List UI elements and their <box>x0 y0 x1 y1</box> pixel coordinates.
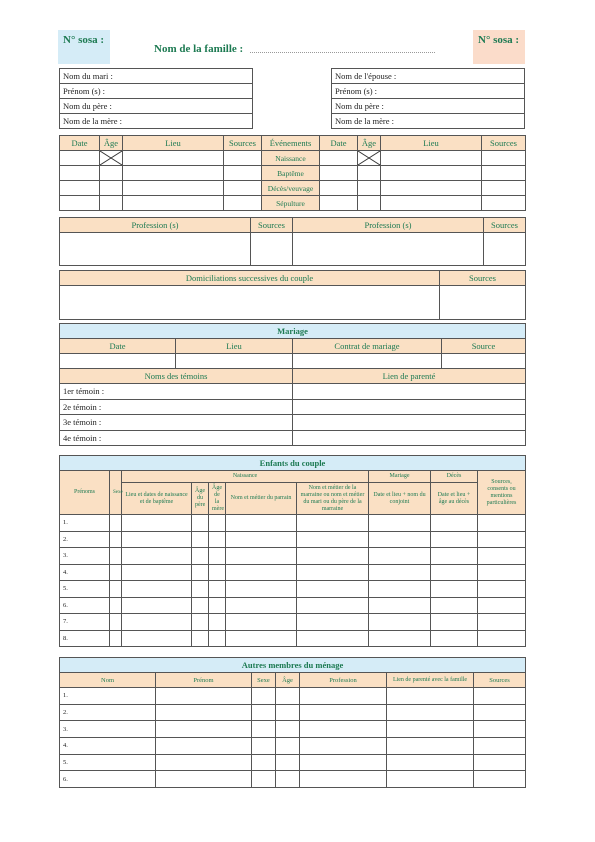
events-header-date-right: Date <box>320 136 358 151</box>
child-cell[interactable] <box>122 531 192 548</box>
domicile-sources-header: Sources <box>440 271 526 286</box>
event-cell[interactable] <box>381 181 482 196</box>
child-cell[interactable] <box>192 597 209 614</box>
household-cell[interactable] <box>276 738 300 755</box>
household-cell[interactable] <box>387 721 474 738</box>
child-cell[interactable] <box>110 564 122 581</box>
events-header-sources-right: Sources <box>482 136 526 151</box>
household-cell[interactable] <box>276 721 300 738</box>
household-cell[interactable] <box>387 688 474 705</box>
event-cell[interactable] <box>60 181 100 196</box>
child-cell[interactable] <box>478 531 526 548</box>
husband-name-field[interactable]: Nom du mari : <box>60 69 253 84</box>
domicile-cell[interactable] <box>60 286 440 320</box>
child-cell[interactable] <box>297 548 369 565</box>
child-cell[interactable] <box>431 630 478 647</box>
witness-1-field[interactable]: 1er témoin : <box>60 384 293 400</box>
household-cell[interactable] <box>474 754 526 771</box>
child-cell[interactable] <box>122 581 192 598</box>
event-row-death <box>60 181 526 196</box>
profession-table <box>59 217 526 266</box>
household-cell[interactable] <box>252 754 276 771</box>
marriage-header-contract: Contrat de mariage <box>293 339 442 354</box>
household-row-number[interactable]: 3. <box>60 721 156 738</box>
marriage-cell[interactable] <box>293 354 442 369</box>
child-row-number[interactable]: 3. <box>60 548 110 565</box>
child-cell[interactable] <box>297 531 369 548</box>
child-cell[interactable] <box>297 515 369 532</box>
profession-sources-right: Sources <box>484 218 526 233</box>
child-cell[interactable] <box>369 630 431 647</box>
domicile-header: Domiciliations successives du couple <box>60 271 440 286</box>
children-col-marriage: Date et lieu + nom du conjoint <box>369 483 431 515</box>
household-cell[interactable] <box>300 721 387 738</box>
event-cell[interactable] <box>60 196 100 211</box>
child-cell[interactable] <box>209 630 226 647</box>
child-cell[interactable] <box>431 614 478 631</box>
household-cell[interactable] <box>300 771 387 788</box>
events-header-place-right: Lieu <box>381 136 482 151</box>
child-row <box>60 531 526 548</box>
child-cell[interactable] <box>369 548 431 565</box>
household-title: Autres membres du ménage <box>60 658 526 673</box>
child-cell[interactable] <box>369 614 431 631</box>
child-cell[interactable] <box>192 515 209 532</box>
household-rows <box>60 688 526 788</box>
child-cell[interactable] <box>209 548 226 565</box>
child-cell[interactable] <box>369 515 431 532</box>
household-cell[interactable] <box>252 738 276 755</box>
child-cell[interactable] <box>110 630 122 647</box>
household-cell[interactable] <box>387 771 474 788</box>
marriage-header-date: Date <box>60 339 176 354</box>
wife-mother-field[interactable]: Nom de la mère : <box>332 114 525 129</box>
family-name-field[interactable] <box>250 52 435 53</box>
child-cell[interactable] <box>297 564 369 581</box>
child-row-number[interactable]: 5. <box>60 581 110 598</box>
event-cell[interactable] <box>482 166 526 181</box>
child-row <box>60 630 526 647</box>
event-label-baptism: Baptême <box>262 166 320 181</box>
child-cell[interactable] <box>192 564 209 581</box>
children-group-death: Décès <box>431 471 478 483</box>
witness-3-field[interactable]: 3e témoin : <box>60 415 293 431</box>
child-row-number[interactable]: 7. <box>60 614 110 631</box>
child-cell[interactable] <box>226 548 297 565</box>
age-crossed-cell <box>100 151 123 166</box>
events-table <box>59 135 526 211</box>
household-cell[interactable] <box>276 688 300 705</box>
household-row <box>60 704 526 721</box>
children-rows <box>60 515 526 647</box>
sosa-right-box[interactable] <box>473 30 525 64</box>
marriage-cell[interactable] <box>60 354 176 369</box>
household-row-number[interactable]: 4. <box>60 738 156 755</box>
event-cell[interactable] <box>482 196 526 211</box>
household-cell[interactable] <box>252 721 276 738</box>
child-cell[interactable] <box>110 531 122 548</box>
household-cell[interactable] <box>252 771 276 788</box>
household-row <box>60 771 526 788</box>
witness-relation-cell[interactable] <box>293 399 526 415</box>
child-cell[interactable] <box>297 630 369 647</box>
child-cell[interactable] <box>431 597 478 614</box>
profession-sources-left: Sources <box>251 218 293 233</box>
household-cell[interactable] <box>474 771 526 788</box>
household-cell[interactable] <box>300 688 387 705</box>
household-cell[interactable] <box>474 738 526 755</box>
household-cell[interactable] <box>300 754 387 771</box>
household-cell[interactable] <box>474 704 526 721</box>
child-cell[interactable] <box>192 581 209 598</box>
household-header-sex: Sexe <box>252 673 276 688</box>
event-cell[interactable] <box>100 181 123 196</box>
profession-cell[interactable] <box>251 233 293 266</box>
household-row-number[interactable]: 2. <box>60 704 156 721</box>
child-cell[interactable] <box>226 614 297 631</box>
event-label-burial: Sépulture <box>262 196 320 211</box>
child-cell[interactable] <box>478 581 526 598</box>
children-col-death: Date et lieu + âge au décès <box>431 483 478 515</box>
child-row-number[interactable]: 4. <box>60 564 110 581</box>
child-cell[interactable] <box>209 564 226 581</box>
child-cell[interactable] <box>209 614 226 631</box>
child-row <box>60 581 526 598</box>
sosa-right-label: N° sosa : <box>478 34 520 46</box>
child-cell[interactable] <box>297 614 369 631</box>
profession-cell[interactable] <box>60 233 251 266</box>
event-cell[interactable] <box>381 151 482 166</box>
witness-4-field[interactable]: 4e témoin : <box>60 430 293 446</box>
profession-cell[interactable] <box>484 233 526 266</box>
child-row <box>60 614 526 631</box>
child-cell[interactable] <box>122 614 192 631</box>
household-cell[interactable] <box>156 704 252 721</box>
household-header-sources: Sources <box>474 673 526 688</box>
child-cell[interactable] <box>209 531 226 548</box>
profession-header-left: Profession (s) <box>60 218 251 233</box>
event-cell[interactable] <box>482 151 526 166</box>
child-cell[interactable] <box>122 515 192 532</box>
household-cell[interactable] <box>300 704 387 721</box>
child-row-number[interactable]: 6. <box>60 597 110 614</box>
household-cell[interactable] <box>300 738 387 755</box>
event-cell[interactable] <box>320 151 358 166</box>
household-cell[interactable] <box>156 771 252 788</box>
child-row-number[interactable]: 8. <box>60 630 110 647</box>
event-row-burial <box>60 196 526 211</box>
children-col-birth: Lieu et dates de naissance et de baptême <box>122 483 192 515</box>
event-cell[interactable] <box>123 181 224 196</box>
child-cell[interactable] <box>192 548 209 565</box>
child-row <box>60 564 526 581</box>
event-cell[interactable] <box>381 196 482 211</box>
child-cell[interactable] <box>478 614 526 631</box>
event-row-baptism <box>60 166 526 181</box>
marriage-cell[interactable] <box>442 354 526 369</box>
children-col-firstname: Prénoms <box>60 471 110 515</box>
witness-header: Noms des témoins <box>60 369 293 384</box>
child-cell[interactable] <box>369 531 431 548</box>
child-cell[interactable] <box>110 581 122 598</box>
child-cell[interactable] <box>122 630 192 647</box>
child-cell[interactable] <box>122 548 192 565</box>
event-cell[interactable] <box>381 166 482 181</box>
household-cell[interactable] <box>474 688 526 705</box>
child-row-number[interactable]: 1. <box>60 515 110 532</box>
child-cell[interactable] <box>478 515 526 532</box>
children-table <box>59 455 526 647</box>
child-cell[interactable] <box>369 564 431 581</box>
child-cell[interactable] <box>369 581 431 598</box>
household-header-profession: Profession <box>300 673 387 688</box>
event-cell[interactable] <box>123 166 224 181</box>
witness-relation-cell[interactable] <box>293 384 526 400</box>
children-col-sources: Sources, consents ou mentions particulières <box>478 471 526 515</box>
child-cell[interactable] <box>209 581 226 598</box>
events-header-sources-left: Sources <box>224 136 262 151</box>
events-header-place-left: Lieu <box>123 136 224 151</box>
household-cell[interactable] <box>276 754 300 771</box>
event-label-death: Décès/veuvage <box>262 181 320 196</box>
child-cell[interactable] <box>122 597 192 614</box>
event-cell[interactable] <box>482 181 526 196</box>
family-name-label: Nom de la famille : <box>154 43 244 55</box>
household-cell[interactable] <box>387 754 474 771</box>
event-cell[interactable] <box>358 181 381 196</box>
children-col-father-age: Âge du père <box>192 483 209 515</box>
events-header-age-left: Âge <box>100 136 123 151</box>
child-cell[interactable] <box>369 597 431 614</box>
domicile-table <box>59 270 526 320</box>
household-row <box>60 754 526 771</box>
children-col-godfather: Nom et métier du parrain <box>226 483 297 515</box>
cross-icon <box>358 151 380 165</box>
child-cell[interactable] <box>297 581 369 598</box>
children-group-birth: Naissance <box>122 471 369 483</box>
household-row <box>60 721 526 738</box>
household-cell[interactable] <box>252 704 276 721</box>
event-cell[interactable] <box>60 166 100 181</box>
household-row <box>60 688 526 705</box>
child-cell[interactable] <box>110 548 122 565</box>
husband-mother-field[interactable]: Nom de la mère : <box>60 114 253 129</box>
household-row-number[interactable]: 6. <box>60 771 156 788</box>
events-header-date-left: Date <box>60 136 100 151</box>
event-cell[interactable] <box>320 181 358 196</box>
household-cell[interactable] <box>387 704 474 721</box>
event-cell[interactable] <box>224 151 262 166</box>
marriage-cell[interactable] <box>176 354 293 369</box>
household-header-firstname: Prénom <box>156 673 252 688</box>
household-cell[interactable] <box>156 688 252 705</box>
child-cell[interactable] <box>209 597 226 614</box>
child-cell[interactable] <box>110 597 122 614</box>
cross-icon <box>100 151 122 165</box>
household-cell[interactable] <box>276 771 300 788</box>
age-crossed-cell <box>358 151 381 166</box>
relation-header: Lien de parenté <box>293 369 526 384</box>
child-cell[interactable] <box>431 515 478 532</box>
husband-firstname-field[interactable]: Prénom (s) : <box>60 84 253 99</box>
wife-name-field[interactable]: Nom de l'épouse : <box>332 69 525 84</box>
children-col-mother-age: Âge de la mère <box>209 483 226 515</box>
event-cell[interactable] <box>320 166 358 181</box>
child-row <box>60 548 526 565</box>
wife-table <box>331 68 525 129</box>
household-header-age: Âge <box>276 673 300 688</box>
household-cell[interactable] <box>387 738 474 755</box>
events-header-events: Événements <box>262 136 320 151</box>
child-cell[interactable] <box>431 531 478 548</box>
event-cell[interactable] <box>100 196 123 211</box>
child-cell[interactable] <box>226 531 297 548</box>
child-cell[interactable] <box>192 614 209 631</box>
child-cell[interactable] <box>226 581 297 598</box>
sosa-left-label: N° sosa : <box>63 34 105 46</box>
household-cell[interactable] <box>252 688 276 705</box>
events-header-age-right: Âge <box>358 136 381 151</box>
household-row <box>60 738 526 755</box>
event-cell[interactable] <box>320 196 358 211</box>
marriage-header-source: Source <box>442 339 526 354</box>
domicile-sources-cell[interactable] <box>440 286 526 320</box>
household-row-number[interactable]: 1. <box>60 688 156 705</box>
household-row-number[interactable]: 5. <box>60 754 156 771</box>
husband-father-field[interactable]: Nom du père : <box>60 99 253 114</box>
profession-cell[interactable] <box>293 233 484 266</box>
child-cell[interactable] <box>226 630 297 647</box>
sosa-left-box[interactable] <box>58 30 110 64</box>
household-header-relation: Lien de parenté avec la famille <box>387 673 474 688</box>
household-table <box>59 657 526 788</box>
event-cell[interactable] <box>358 166 381 181</box>
child-cell[interactable] <box>478 548 526 565</box>
event-cell[interactable] <box>60 151 100 166</box>
child-cell[interactable] <box>478 597 526 614</box>
child-cell[interactable] <box>226 515 297 532</box>
event-cell[interactable] <box>224 196 262 211</box>
witness-relation-cell[interactable] <box>293 430 526 446</box>
event-cell[interactable] <box>224 181 262 196</box>
event-label-birth: Naissance <box>262 151 320 166</box>
child-cell[interactable] <box>297 597 369 614</box>
household-cell[interactable] <box>474 721 526 738</box>
household-cell[interactable] <box>156 754 252 771</box>
children-title: Enfants du couple <box>60 456 526 471</box>
event-cell[interactable] <box>358 196 381 211</box>
household-cell[interactable] <box>276 704 300 721</box>
child-cell[interactable] <box>192 630 209 647</box>
children-col-godmother: Nom et métier de la marraine ou nom et métier du mari ou du père de la marraine <box>297 483 369 515</box>
child-row <box>60 597 526 614</box>
children-group-marriage: Mariage <box>369 471 431 483</box>
event-cell[interactable] <box>100 166 123 181</box>
wife-firstname-field[interactable]: Prénom (s) : <box>332 84 525 99</box>
witness-2-field[interactable]: 2e témoin : <box>60 399 293 415</box>
husband-table <box>59 68 253 129</box>
household-cell[interactable] <box>156 738 252 755</box>
event-cell[interactable] <box>123 196 224 211</box>
child-cell[interactable] <box>478 630 526 647</box>
child-cell[interactable] <box>226 564 297 581</box>
child-cell[interactable] <box>431 564 478 581</box>
child-cell[interactable] <box>226 597 297 614</box>
child-cell[interactable] <box>431 581 478 598</box>
profession-header-right: Profession (s) <box>293 218 484 233</box>
event-row-birth <box>60 151 526 166</box>
marriage-title: Mariage <box>60 324 526 339</box>
child-cell[interactable] <box>122 564 192 581</box>
household-cell[interactable] <box>156 721 252 738</box>
marriage-table <box>59 323 526 446</box>
child-cell[interactable] <box>110 515 122 532</box>
children-col-sex: Sexe <box>110 471 122 515</box>
household-header-name: Nom <box>60 673 156 688</box>
child-row-number[interactable]: 2. <box>60 531 110 548</box>
child-cell[interactable] <box>192 531 209 548</box>
child-cell[interactable] <box>431 548 478 565</box>
event-cell[interactable] <box>224 166 262 181</box>
child-row <box>60 515 526 532</box>
child-cell[interactable] <box>110 614 122 631</box>
marriage-header-place: Lieu <box>176 339 293 354</box>
child-cell[interactable] <box>209 515 226 532</box>
event-cell[interactable] <box>123 151 224 166</box>
child-cell[interactable] <box>478 564 526 581</box>
wife-father-field[interactable]: Nom du père : <box>332 99 525 114</box>
witness-relation-cell[interactable] <box>293 415 526 431</box>
